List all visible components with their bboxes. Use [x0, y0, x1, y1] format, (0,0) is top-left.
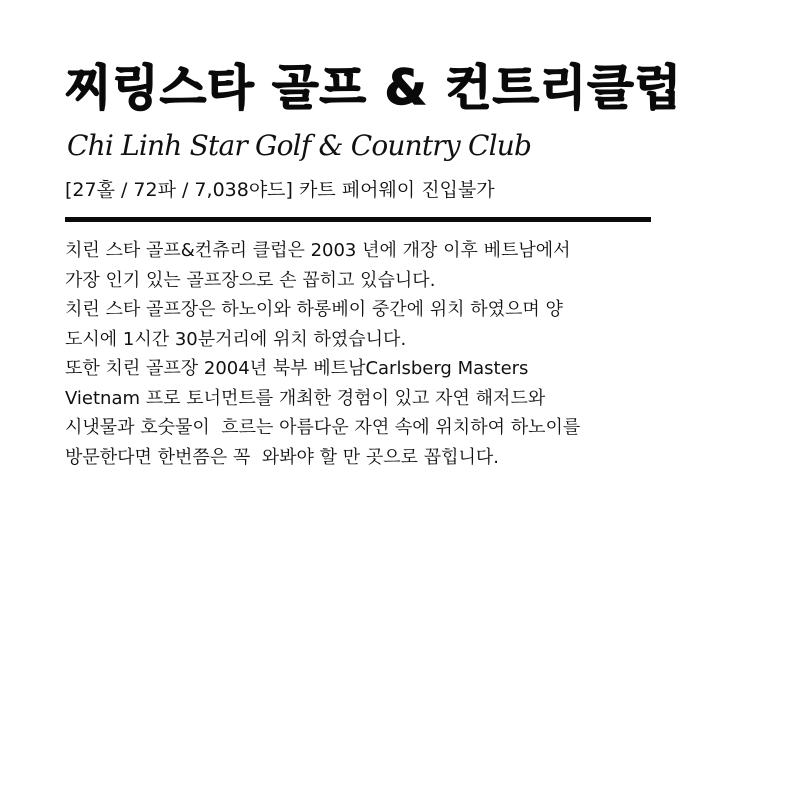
description-line: 치린 스타 골프장은 하노이와 하롱베이 중간에 위치 하였으며 양	[65, 299, 563, 320]
description	[65, 236, 765, 472]
description-line: 도시에 1시간 30분거리에 위치 하였습니다.	[65, 328, 407, 350]
description-line: 방문한다면 한번쯤은 꼭 와봐야 할 만 곳으로 꼽힙니다.	[65, 446, 500, 468]
description-line: Vietnam 프로 토너먼트를 개최한 경험이 있고 자연 해저드와	[65, 387, 546, 409]
divider	[65, 217, 651, 222]
golf-club-info	[65, 58, 765, 472]
description-line: 치린 스타 골프&컨츄리 클럽은 2003 년에 개장 이후 베트남에서	[65, 240, 571, 261]
description-line: 시냇물과 호숫물이 흐르는 아름다운 자연 속에 위치하여 하노이를	[65, 417, 581, 438]
page-title: 찌링스타 골프 & 컨트리클럽	[65, 60, 683, 116]
english-subtitle: Chi Linh Star Golf & Country Club	[67, 129, 532, 162]
description-line: 또한 치린 골프장 2004년 북부 베트남Carlsberg Masters	[65, 358, 529, 379]
description-line: 가장 인기 있는 골프장으로 손 꼽히고 있습니다.	[65, 269, 436, 291]
course-specs: [27홀 / 72파 / 7,038야드] 카트 페어웨이 진입불가	[65, 179, 495, 201]
